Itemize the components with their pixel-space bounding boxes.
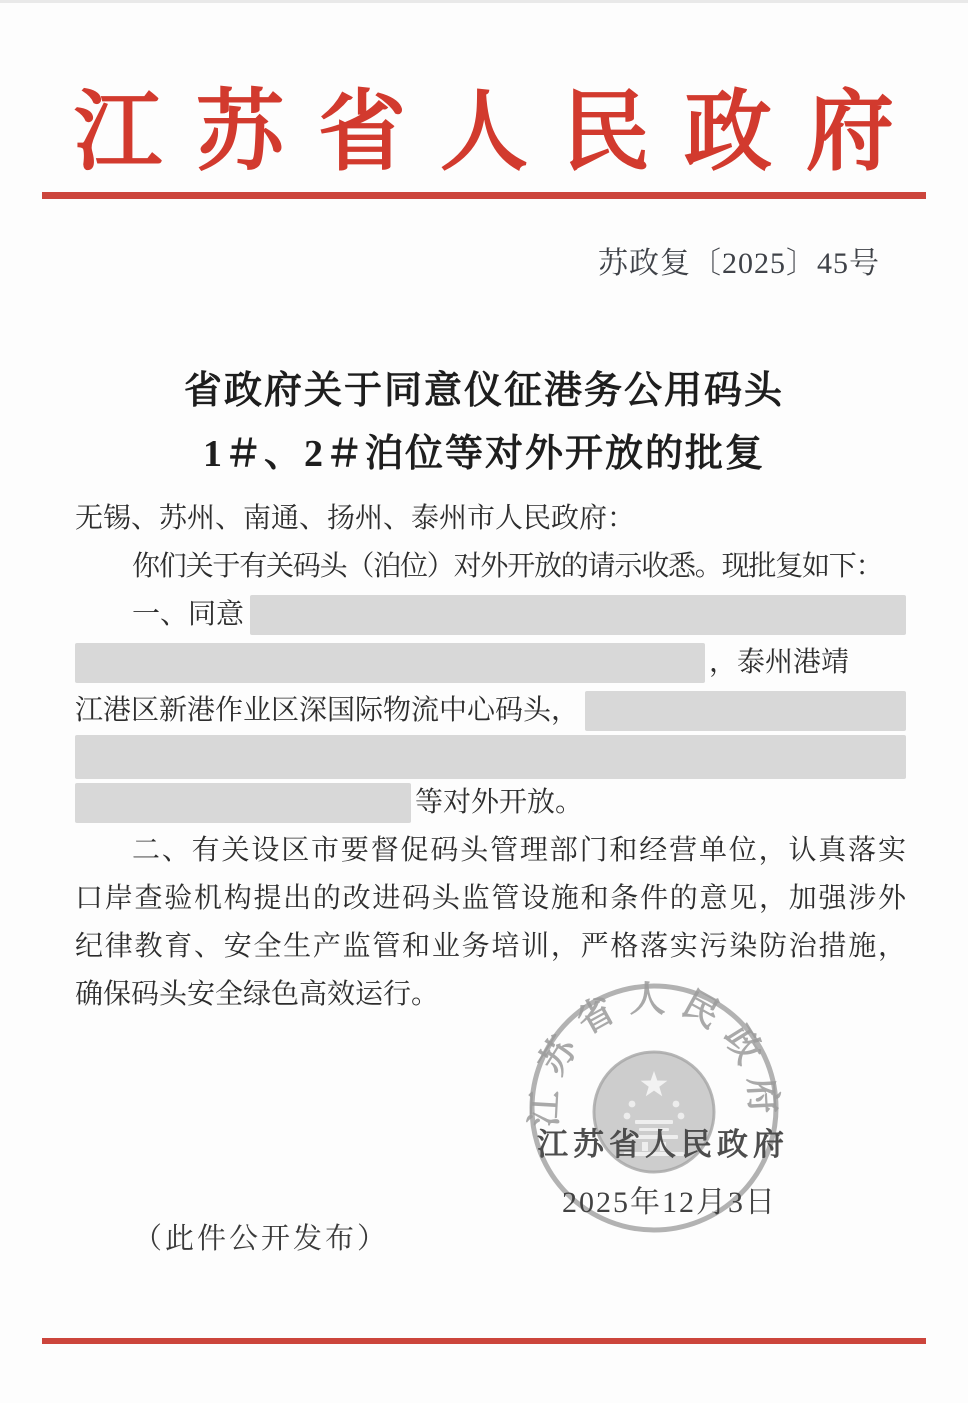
item2-line3: 纪律教育、安全生产监管和业务培训，严格落实污染防治措施， bbox=[75, 931, 906, 962]
item1-line5 bbox=[75, 779, 906, 827]
seal-arc-text: 江苏省人民政府 bbox=[523, 979, 785, 1128]
redacted-block-5 bbox=[75, 783, 411, 823]
redacted-block-1 bbox=[250, 595, 906, 635]
doc-title-line1: 省政府关于同意仪征港务公用码头 bbox=[183, 370, 784, 412]
signature-date: 2025年12月3日 bbox=[562, 1186, 777, 1219]
item1-prefix: 一、同意 bbox=[132, 599, 245, 630]
doc-title-line2: 1＃、2＃泊位等对外开放的批复 bbox=[202, 433, 765, 475]
item1-line3 bbox=[75, 687, 906, 735]
public-release-note: （此件公开发布） bbox=[133, 1223, 390, 1255]
doc-number: 苏政复〔2025〕45号 bbox=[598, 247, 880, 280]
item1-after-redact: ，泰州港靖 bbox=[709, 647, 850, 678]
item1-line3-text: 江港区新港作业区深国际物流中心码头， bbox=[75, 695, 580, 726]
item1-line4 bbox=[75, 735, 906, 779]
document-body bbox=[75, 495, 906, 1019]
footer-divider-line bbox=[42, 1338, 926, 1344]
item2-line2: 口岸查验机构提出的改进码头监管设施和条件的意见，加强涉外 bbox=[75, 883, 906, 914]
item2-line1: 二、有关设区市要督促码头管理部门和经营单位，认真落实 bbox=[132, 835, 906, 866]
header-divider-line bbox=[42, 192, 926, 199]
item1-suffix: 等对外开放。 bbox=[415, 787, 584, 818]
redacted-block-4 bbox=[75, 735, 906, 779]
signature-org: 江苏省人民政府 bbox=[537, 1127, 789, 1162]
letterhead-org-title: 江苏省人民政府 bbox=[73, 85, 928, 182]
addressee-line: 无锡、苏州、南通、扬州、泰州市人民政府： bbox=[75, 503, 636, 534]
redacted-block-2 bbox=[75, 643, 705, 683]
scan-edge bbox=[0, 0, 968, 3]
item1-line2 bbox=[75, 639, 906, 687]
doc-title bbox=[0, 360, 968, 486]
item2-line4: 确保码头安全绿色高效运行。 bbox=[75, 979, 440, 1010]
item1-line1 bbox=[75, 591, 906, 639]
redacted-block-3 bbox=[585, 691, 906, 731]
intro-line: 你们关于有关码头（泊位）对外开放的请示收悉。现批复如下： bbox=[132, 551, 883, 582]
